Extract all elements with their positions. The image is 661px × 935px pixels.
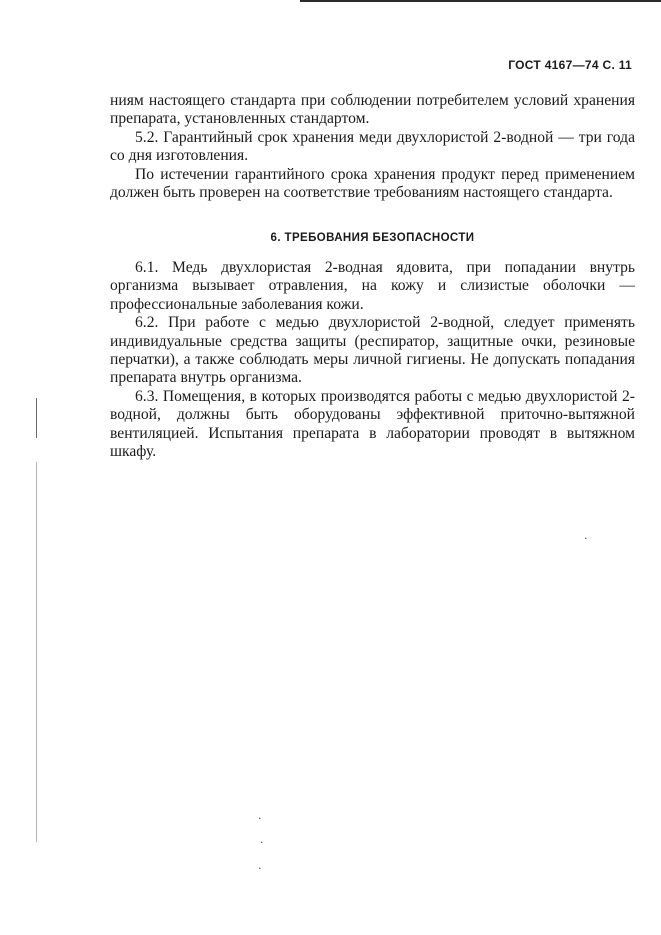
scan-speck: · <box>260 836 264 849</box>
page-header: ГОСТ 4167—74 С. 11 <box>508 58 632 72</box>
paragraph-6-3: 6.3. Помещения, в которых производятся работы с медью двухлористой 2-водной, должны быть оборудованы эффективной приточно-вытяжной вентиляцией. Испытания препарата в лаборатории проводят в вытяжном шкафу. <box>110 387 635 461</box>
text-block-safety <box>110 259 635 461</box>
paragraph-warranty-expiry: По истечении гарантийного срока хранения продукт перед применением должен быть проверен на соответствие требованиям настоящего стандарта. <box>110 165 635 202</box>
paragraph-continuation: ниям настоящего стандарта при соблюдении потребителем условий хранения препарата, установленных стандартом. <box>110 92 635 128</box>
section-heading-safety: 6. ТРЕБОВАНИЯ БЕЗОПАСНОСТИ <box>270 232 475 244</box>
top-scan-border <box>300 0 661 2</box>
scan-speck: · <box>258 862 262 875</box>
binding-edge-mark <box>36 398 37 438</box>
paragraph-6-2: 6.2. При работе с медью двухлористой 2-водной, следует применять индивидуальные средства защиты (респиратор, защитные очки, резиновые перчатки), а также соблюдать меры личной гигиены. Не допускать попадания препарата внутрь организма. <box>110 314 635 387</box>
scan-speck: · <box>584 532 588 545</box>
paragraph-5-2: 5.2. Гарантийный срок хранения меди двухлористой 2-водной — три года со дня изготовления. <box>110 128 635 165</box>
binding-edge-line <box>36 462 37 842</box>
text-block-storage <box>110 92 635 202</box>
paragraph-6-1: 6.1. Медь двухлористая 2-водная ядовита, при попадании внутрь организма вызывает отравления, на кожу и слизистые оболочки — профессиональные заболевания кожи. <box>110 259 635 313</box>
scan-speck: · <box>258 812 262 825</box>
